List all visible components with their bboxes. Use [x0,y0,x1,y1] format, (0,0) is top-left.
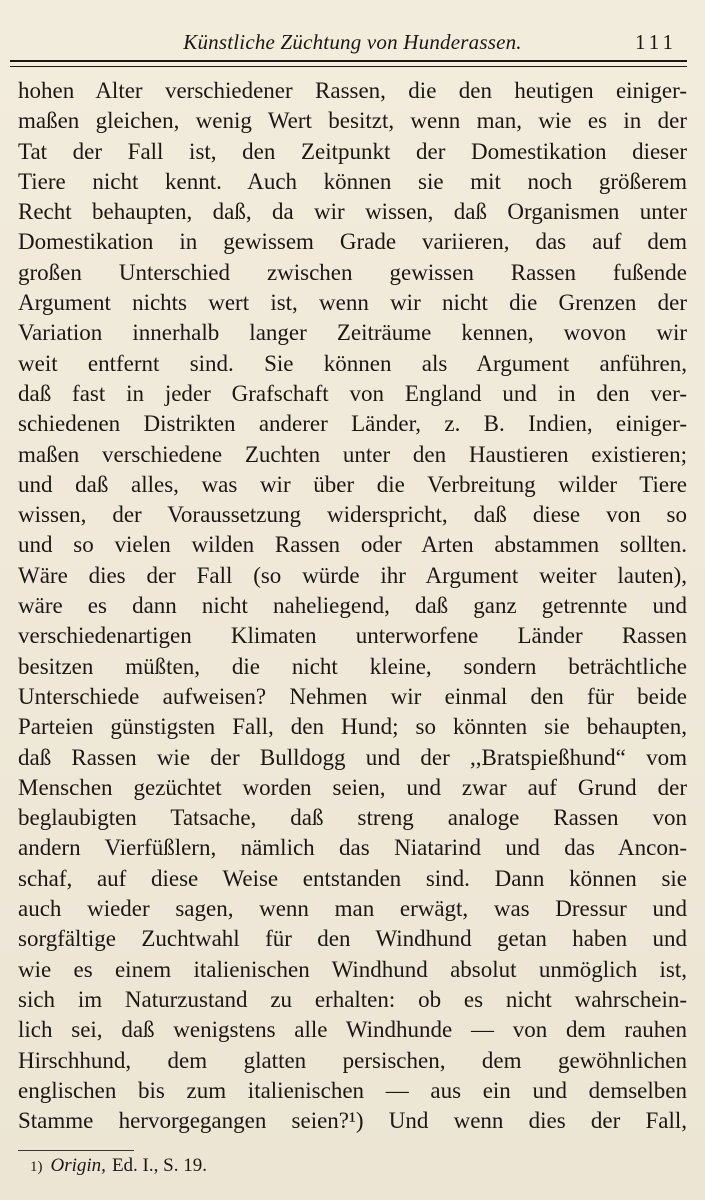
text-line: hohen Alter verschiedener Rassen, die den heutigen einiger- [18,78,687,103]
page-number: 111 [635,30,677,54]
text-line: Argument nichts wert ist, wenn wir nicht die Grenzen der [18,290,687,316]
text-line: sich im Naturzustand zu erhalten: ob es nicht wahrschein- [18,986,687,1012]
text-line: Hirschhund, dem glatten persischen, dem gewöhnlichen [18,1047,687,1073]
footnote [30,1155,207,1177]
running-title: Künstliche Züchtung von Hunderassen. [183,30,522,54]
text-line: daß fast in jeder Grafschaft von England und in den ver- [18,380,687,406]
text-line: und daß alles, was wir über die Verbreitung wilder Tiere [18,471,687,497]
text-line: andern Vierfüßlern, nämlich das Niatarind und das Ancon- [18,835,687,861]
header-rule-thick [10,60,687,62]
text-line: maßen gleichen, wenig Wert besitzt, wenn man, wie es in der [18,108,687,134]
footnote-source: Origin, [50,1155,106,1176]
text-line: Wäre dies der Fall (so würde ihr Argument weiter lauten), [18,562,687,588]
text-line: Tat der Fall ist, den Zeitpunkt der Domestikation dieser [18,138,687,164]
footnote-reference: Ed. I., S. 19. [111,1155,207,1176]
text-line: Variation innerhalb langer Zeiträume kennen, wovon wir [18,320,687,346]
text-line: Stamme hervorgegangen seien?¹) Und wenn dies der Fall, [18,1108,687,1134]
text-line: wissen, der Voraussetzung widerspricht, daß diese von so [18,502,687,528]
body-text [18,76,687,1136]
text-line: Unterschiede aufweisen? Nehmen wir einmal den für beide [18,683,687,709]
text-line: Menschen gezüchtet worden seien, und zwar auf Grund der [18,774,687,800]
text-line: wie es einem italienischen Windhund absolut unmöglich ist, [18,956,687,982]
text-line: Parteien günstigsten Fall, den Hund; so könnten sie behaupten, [18,714,687,740]
text-line: Domestikation in gewissem Grade variieren, das auf dem [18,229,687,255]
text-line: Recht behaupten, daß, da wir wissen, daß Organismen unter [18,199,687,225]
text-line: Tiere nicht kennt. Auch können sie mit noch größerem [18,168,687,194]
text-line: schiedenen Distrikten anderer Länder, z. B. Indien, einiger- [18,411,687,437]
footnote-rule [18,1150,134,1151]
text-line: daß Rassen wie der Bulldogg und der ,,Bratspießhund“ vom [18,744,687,770]
footnote-marker: 1) [30,1159,43,1175]
text-line: weit entfernt sind. Sie können als Argument anführen, [18,350,687,376]
text-line: schaf, auf diese Weise entstanden sind. Dann können sie [18,865,687,891]
text-line: auch wieder sagen, wenn man erwägt, was Dressur und [18,896,687,922]
text-line: englischen bis zum italienischen — aus ein und demselben [18,1077,687,1103]
text-line: besitzen müßten, die nicht kleine, sondern beträchtliche [18,653,687,679]
text-line: großen Unterschied zwischen gewissen Rassen fußende [18,259,687,285]
text-line: maßen verschiedene Zuchten unter den Haustieren existieren; [18,441,687,467]
page-header [18,30,687,56]
text-line: verschiedenartigen Klimaten unterworfene Länder Rassen [18,623,687,649]
text-line: beglaubigten Tatsache, daß streng analoge Rassen von [18,805,687,831]
text-line: sorgfältige Zuchtwahl für den Windhund getan haben und [18,926,687,952]
text-line: wäre es dann nicht naheliegend, daß ganz getrennte und [18,593,687,619]
text-line: lich sei, daß wenigstens alle Windhunde — von dem rauhen [18,1017,687,1043]
text-line: und so vielen wilden Rassen oder Arten abstammen sollten. [18,532,687,558]
header-rule-thin [10,66,687,67]
